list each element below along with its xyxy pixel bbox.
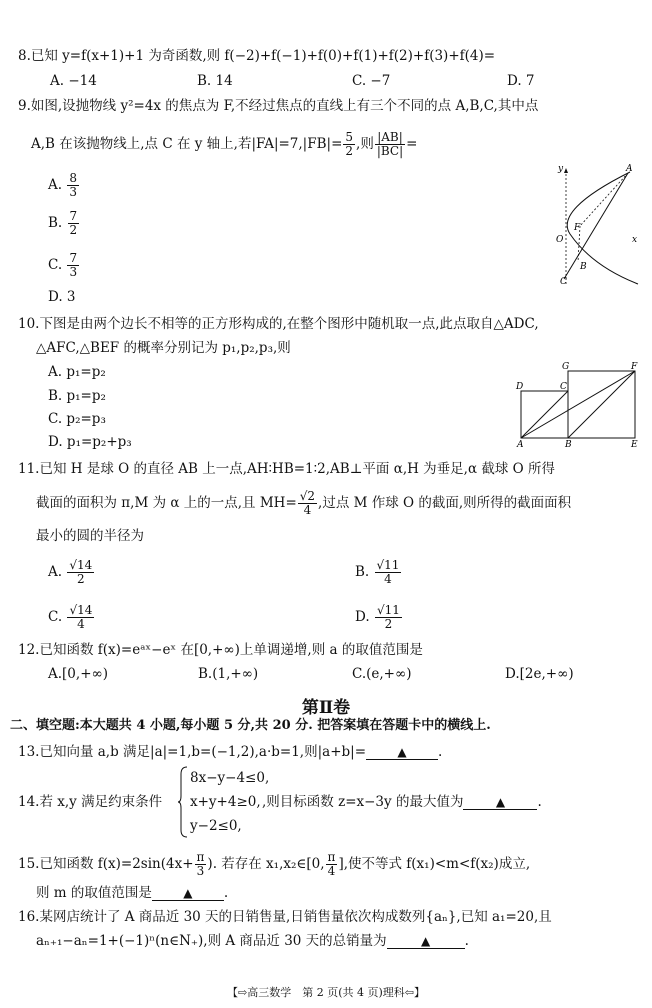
q8-stem: 8.已知 y=f(x+1)+1 为奇函数,则 f(−2)+f(−1)+f(0)+f(1)+f(2)+f(3)+f(4)= [18,48,496,64]
q15-answer-blank[interactable]: ▲ [152,886,224,901]
q8-option-d: D. 7 [507,73,535,89]
fig10-label-c: C [560,382,567,392]
squares-figure [510,360,642,448]
q11-stem-line2: 截面的面积为 π,M 为 α 上的一点,且 MH= $\frac{√2}{4}$ ,过点 M 作球 O 的截面,则所得的截面面积 [36,489,572,517]
section-title: 第Ⅱ卷 [301,698,351,718]
q9-stem-line2: A,B 在该抛物线上,点 C 在 y 轴上,若|FA|=7,|FB|= $\frac{5}{2}$ ,则 $\frac{|AB|}{|BC|}$ = [31,130,418,158]
q10-stem-line1: 10.下图是由两个边长不相等的正方形构成的,在整个图形中随机取一点,此点取自△ADC, [18,316,539,332]
fig10-label-d: D [516,382,524,392]
fig9-label-y: y [558,164,564,174]
q10-option-a: A. p₁=p₂ [48,364,106,380]
q11-stem-line1: 11.已知 H 是球 O 的直径 AB 上一点,AH∶HB=1∶2,AB⊥平面 α,H 为垂足,α 截球 O 所得 [18,461,556,477]
q14-constraint-2: x+y+4≥0, [190,794,261,810]
q16-answer-blank[interactable]: ▲ [387,934,465,949]
q10-option-d: D. p₁=p₂+p₃ [48,434,132,450]
q11-option-a: A. $\frac{√14}{2}$ [48,558,93,586]
section-header: 二、填空题:本大题共 4 小题,每小题 5 分,共 20 分. 把答案填在答题卡中的横线上. [10,718,491,733]
fig9-label-b: B [580,262,587,272]
q12-stem: 12.已知函数 f(x)=eᵃˣ−eˣ 在[0,+∞)上单调递增,则 a 的取值范围是 [18,642,423,658]
q14-constraint-3: y−2≤0, [190,818,242,834]
q10-stem-line2: △AFC,△BEF 的概率分别记为 p₁,p₂,p₃,则 [36,340,291,356]
q14-brace [178,766,188,838]
fig9-label-a: A [626,164,633,174]
q9-option-a: A. $\frac{8}{3}$ [48,171,77,199]
q14-constraint-1: 8x−y−4≤0, [190,770,270,786]
fig10-label-e: E [631,440,638,448]
q13-stem: 13.已知向量 a,b 满足|a|=1,b=(−1,2),a·b=1,则|a+b|= ▲ . [18,744,443,760]
q16-stem-line2: aₙ₊₁−aₙ=1+(−1)ⁿ(n∈N₊),则 A 商品近 30 天的总销量为 ▲ . [36,933,469,949]
q9-stem-line1: 9.如图,设抛物线 y²=4x 的焦点为 F,不经过焦点的直线上有三个不同的点 A,B,C,其中点 [18,98,539,114]
q9-fb-fraction: $\frac{5}{2}$ [345,130,354,158]
q9-ratio-fraction: $\frac{|AB|}{|BC|}$ [376,130,404,158]
fig10-label-f: F [631,362,638,372]
q9-option-d: D. 3 [48,289,76,305]
parabola-figure [552,162,648,286]
q12-option-c: C.(e,+∞) [352,666,412,682]
q8-option-b: B. 14 [197,73,233,89]
fig10-label-b: B [565,440,572,448]
q14-tail: ,则目标函数 z=x−3y 的最大值为 ▲ . [262,794,542,810]
fig9-label-x: x [632,235,638,245]
q15-stem-line2: 则 m 的取值范围是 ▲ . [36,885,229,901]
fig9-label-f: F [574,223,581,233]
q15-stem-line1: 15.已知函数 f(x)=2sin(4x+ $\frac{\pi}{3}$ ). 若存在 x₁,x₂∈[0, $\frac{\pi}{4}$ ],使不等式 f(x₁)<m<f(x₂)成立, [18,850,531,878]
q8-option-c: C. −7 [352,73,391,89]
q10-option-c: C. p₂=p₃ [48,411,106,427]
q13-answer-blank[interactable]: ▲ [366,745,438,760]
q14-lead: 14.若 x,y 满足约束条件 [18,794,163,810]
q12-option-a: A.[0,+∞) [48,666,109,682]
q12-option-d: D.[2e,+∞) [505,666,574,682]
q11-option-c: C. $\frac{√14}{4}$ [48,603,93,631]
q9-option-b: B. $\frac{7}{2}$ [48,209,78,237]
fig10-label-g: G [562,362,570,372]
q8-option-a: A. −14 [50,73,97,89]
q14-answer-blank[interactable]: ▲ [463,795,537,810]
q11-stem-line3: 最小的圆的半径为 [36,528,144,544]
q10-option-b: B. p₁=p₂ [48,388,106,404]
fig9-label-c: C [560,277,567,286]
fig9-label-o: O [556,235,564,245]
q11-mh-fraction: $\frac{√2}{4}$ [299,489,316,517]
q9-option-c: C. $\frac{7}{3}$ [48,251,78,279]
q12-option-b: B.(1,+∞) [198,666,259,682]
page-footer: 【⇨高三数学 第 2 页(共 4 页)理科⇦】 [227,986,425,999]
q11-option-b: B. $\frac{√11}{4}$ [355,558,400,586]
q16-stem-line1: 16.某网店统计了 A 商品近 30 天的日销售量,日销售量依次构成数列{aₙ},已知 a₁=20,且 [18,909,552,925]
fig10-label-a: A [517,440,524,448]
q11-option-d: D. $\frac{√11}{2}$ [355,603,400,631]
